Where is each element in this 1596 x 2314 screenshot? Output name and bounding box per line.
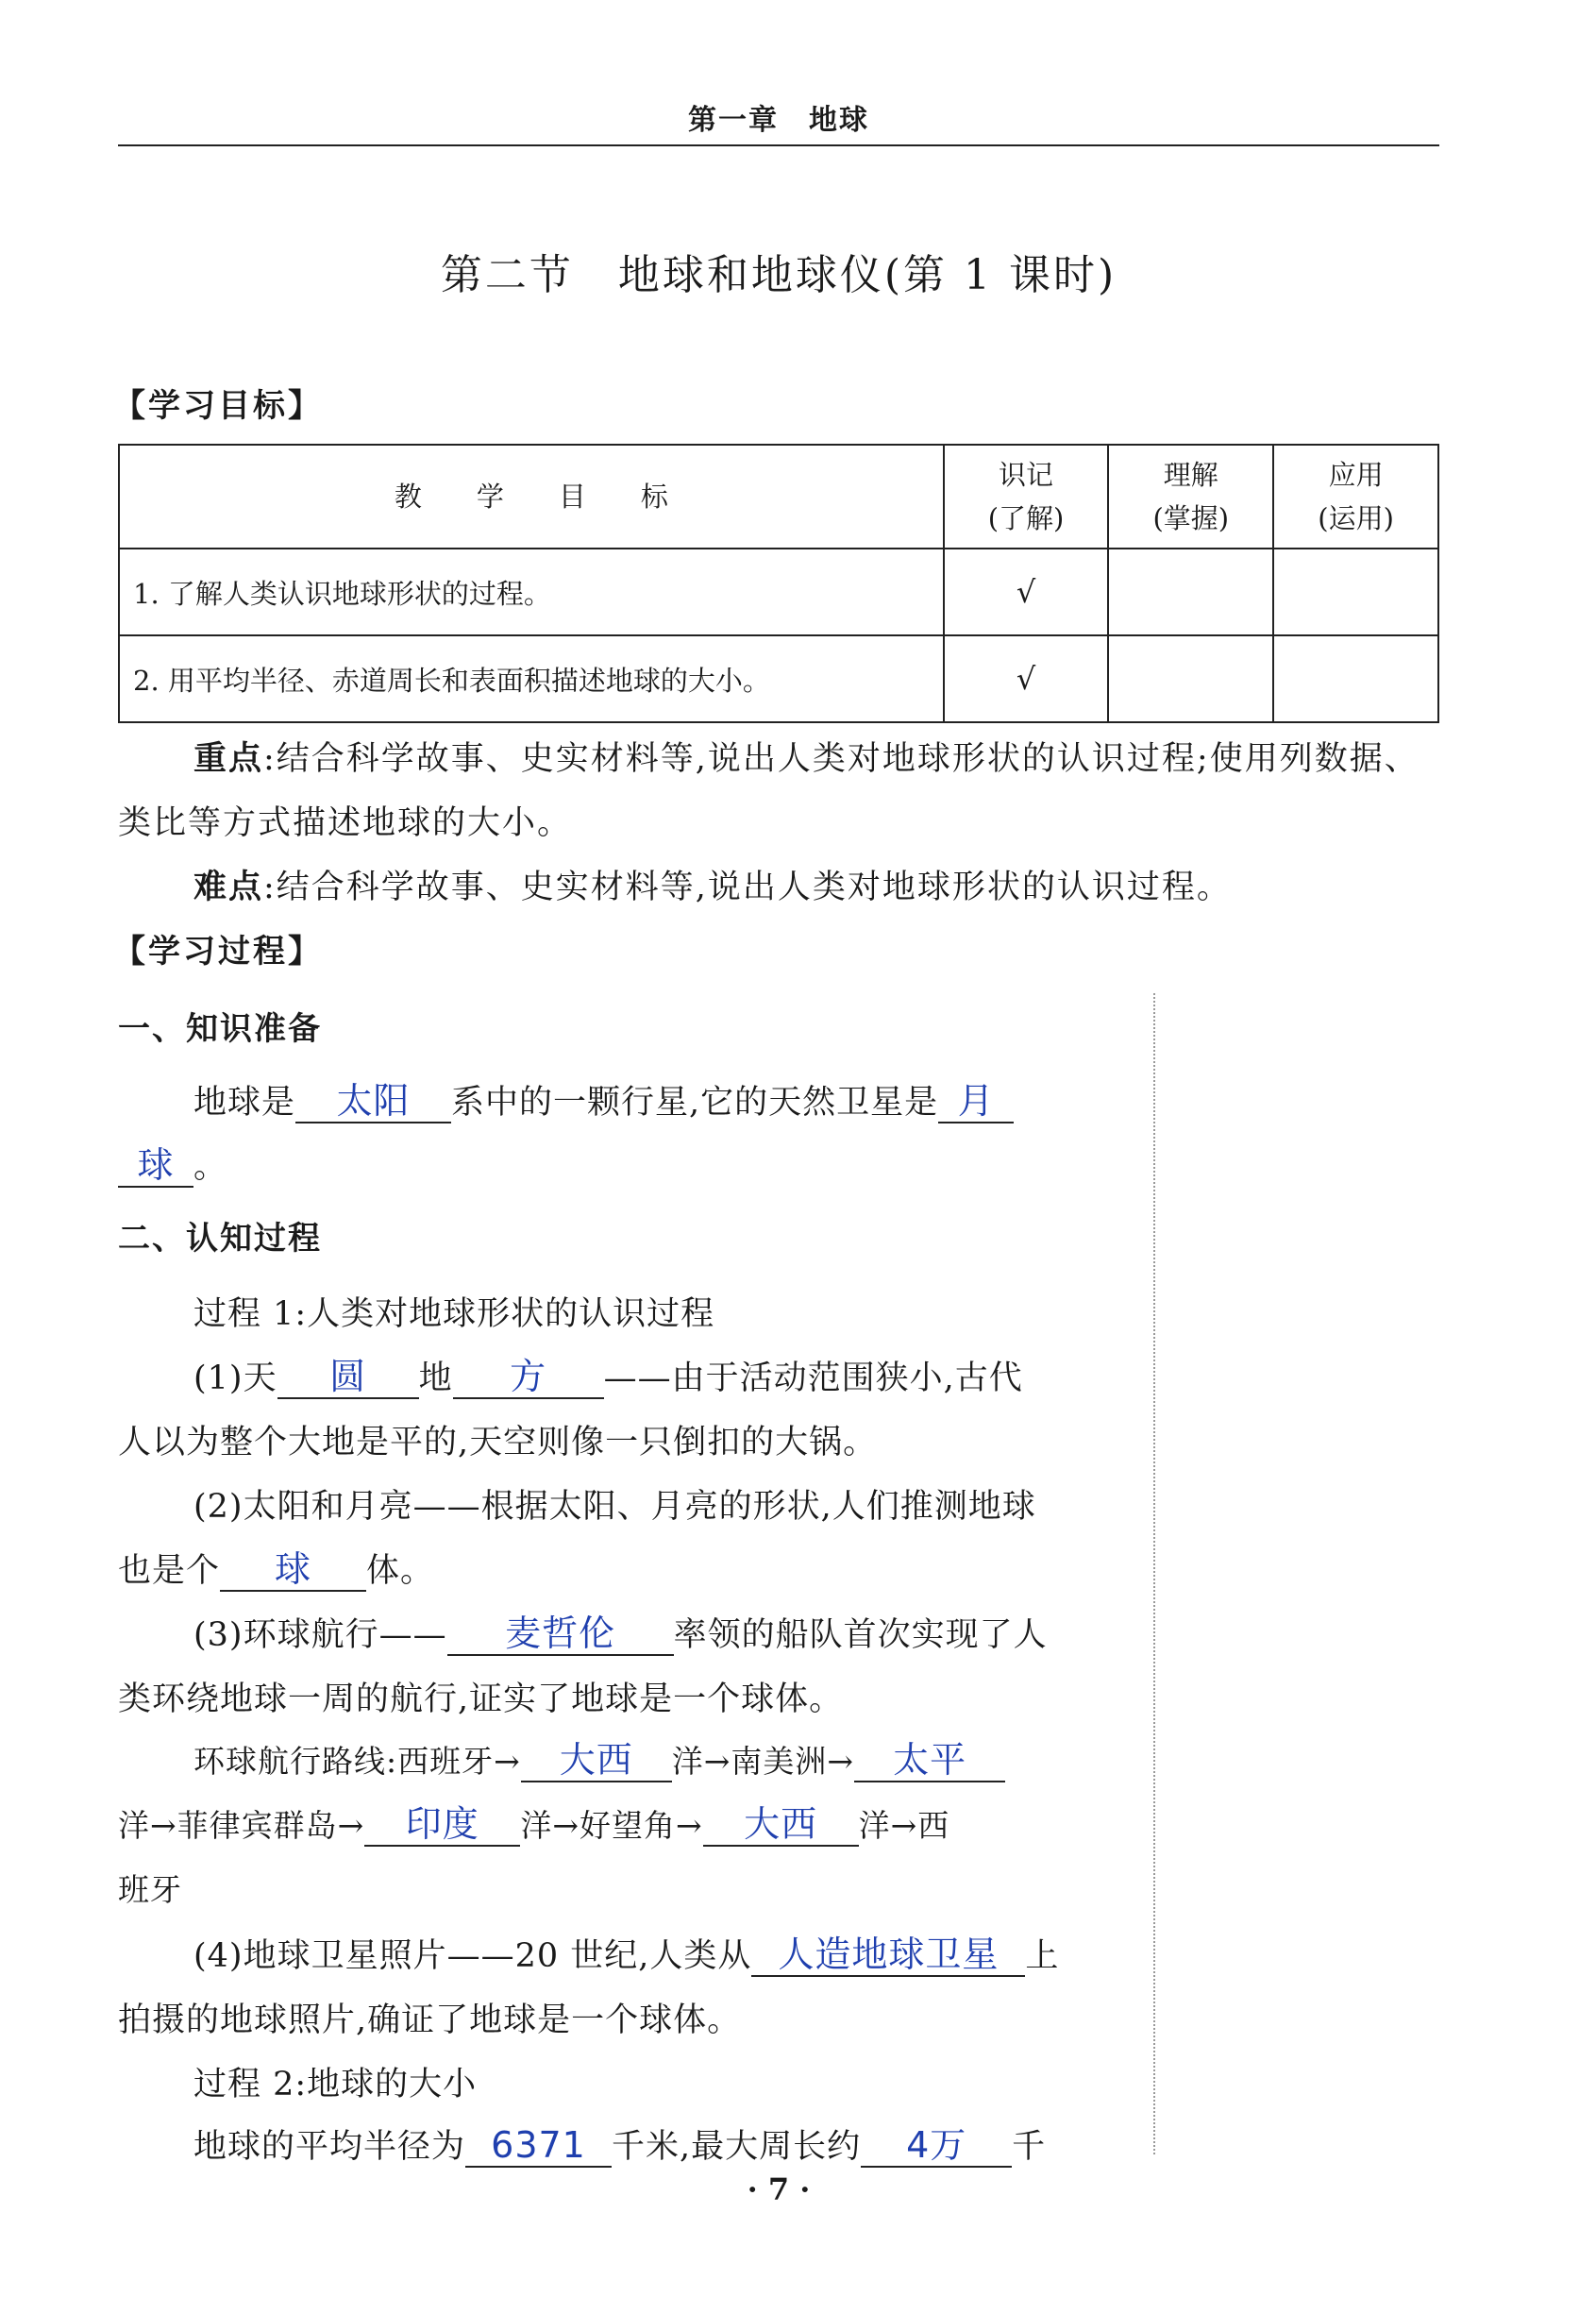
answer-blank: 太平: [854, 1739, 1005, 1782]
answer-blank: 大西: [703, 1803, 859, 1847]
apply-cell: [1273, 635, 1438, 722]
item3-line1: (3)环球航行—— 麦哲伦 率领的船队首次实现了人: [193, 1613, 1048, 1654]
answer-blank: 圆: [277, 1356, 419, 1399]
check-mark: √: [944, 635, 1109, 722]
goals-table: [118, 444, 1439, 723]
header-understand: 理解 (掌握): [1108, 445, 1273, 549]
item4-line1: (4)地球卫星照片——20 世纪,人类从 人造地球卫星 上: [193, 1934, 1060, 1975]
answer-blank: 太阳: [295, 1080, 451, 1123]
page-number: · 7 ·: [747, 2171, 811, 2207]
route-line3: 班牙: [118, 1871, 182, 1908]
margin-dotted-rule: [1153, 993, 1155, 2154]
item2-line2: 也是个 球 体。: [118, 1548, 435, 1590]
answer-blank: 球: [118, 1144, 193, 1188]
size-line1: 地球的平均半径为 6371 千米,最大周长约 4万 千: [193, 2124, 1047, 2166]
section-title: 第二节 地球和地球仪(第 1 课时): [440, 251, 1117, 299]
part1-line2: 球 。: [118, 1140, 227, 1188]
part1-heading: 一、知识准备: [118, 1010, 322, 1048]
objective-cell: 2. 用平均半径、赤道周长和表面积描述地球的大小。: [119, 635, 944, 722]
item1-line1: (1)天 圆 地 方 ——由于活动范围狭小,古代: [193, 1356, 1023, 1397]
route-line1: 环球航行路线:西班牙→ 大西 洋→南美洲→ 太平: [193, 1737, 1005, 1782]
goals-table-header: [119, 445, 1438, 549]
answer-blank: 4万: [861, 2124, 1012, 2168]
process-heading: 【学习过程】: [113, 933, 323, 971]
route-line2: 洋→菲律宾群岛→ 印度 洋→好望角→ 大西 洋→西: [118, 1803, 950, 1845]
header-rule: [118, 144, 1439, 146]
answer-blank: 人造地球卫星: [751, 1934, 1025, 1977]
part2-heading: 二、认知过程: [118, 1220, 322, 1258]
answer-blank: 方: [453, 1356, 604, 1399]
answer-blank: 球: [220, 1548, 366, 1592]
header-objective: 教 学 目 标: [119, 445, 944, 549]
answer-blank: 6371: [465, 2124, 612, 2168]
item1-line2: 人以为整个大地是平的,天空则像一只倒扣的大锅。: [118, 1424, 878, 1461]
process2-title: 过程 2:地球的大小: [193, 2066, 478, 2103]
key-point: 重点:结合科学故事、史实材料等,说出人类对地球形状的认识过程;使用列数据、类比等方式描述地球的大小。: [118, 740, 1420, 842]
apply-cell: [1273, 549, 1438, 635]
header-apply: 应用 (运用): [1273, 445, 1438, 549]
check-mark: √: [944, 549, 1109, 635]
objective-cell: 1. 了解人类认识地球形状的过程。: [119, 549, 944, 635]
difficult-point: 难点:结合科学故事、史实材料等,说出人类对地球形状的认识过程。: [193, 869, 1232, 906]
answer-blank: 大西: [521, 1739, 672, 1782]
process1-title: 过程 1:人类对地球形状的认识过程: [193, 1295, 715, 1333]
table-row: [119, 549, 1438, 635]
answer-blank: 印度: [364, 1803, 520, 1847]
understand-cell: [1108, 635, 1273, 722]
answer-blank: 麦哲伦: [447, 1613, 674, 1656]
running-head: 第一章 地球: [688, 104, 869, 137]
item2-line1: (2)太阳和月亮——根据太阳、月亮的形状,人们推测地球: [193, 1488, 1036, 1526]
table-row: [119, 635, 1438, 722]
item4-line2: 拍摄的地球照片,确证了地球是一个球体。: [118, 2002, 742, 2039]
understand-cell: [1108, 549, 1273, 635]
header-remember: 识记 (了解): [944, 445, 1109, 549]
part1-line1: 地球是 太阳 系中的一颗行星,它的天然卫星是 月: [193, 1076, 1014, 1123]
answer-blank: 月: [938, 1080, 1014, 1123]
item3-line2: 类环绕地球一周的航行,证实了地球是一个球体。: [118, 1681, 844, 1718]
goals-heading: 【学习目标】: [113, 387, 323, 425]
